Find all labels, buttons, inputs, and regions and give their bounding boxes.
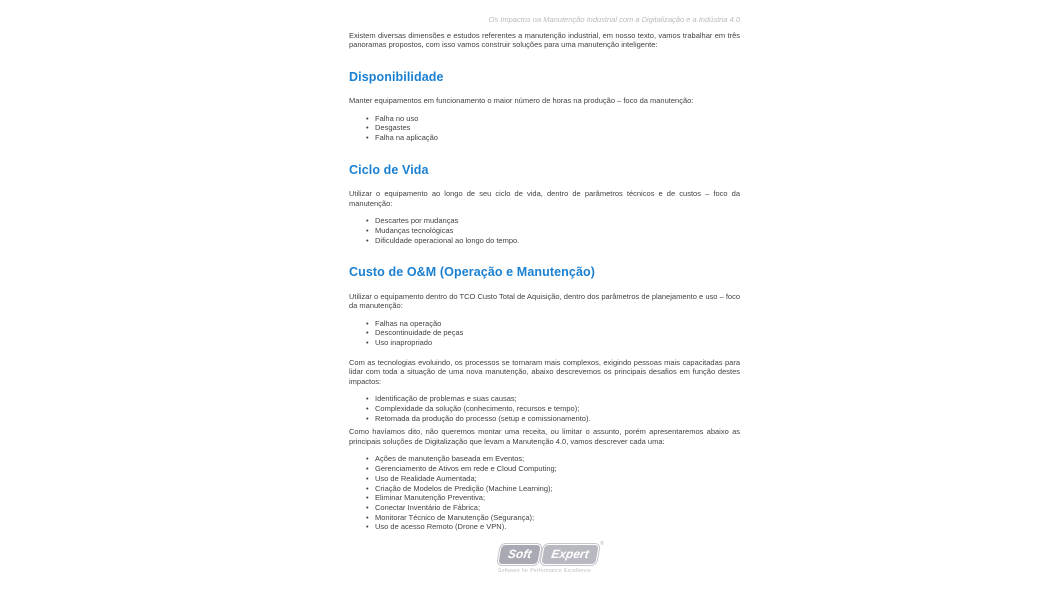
bullet-list xyxy=(349,319,740,348)
bullet-item: • Descartes por mudanças xyxy=(349,216,740,226)
section-heading-custo-oem: Custo de O&M (Operação e Manutenção) xyxy=(349,265,595,280)
bullet-item: • Mudanças tecnológicas xyxy=(349,226,740,236)
logo-word-soft: Soft xyxy=(497,544,542,565)
bullet-item: • Ações de manutenção baseada em Eventos; xyxy=(349,454,740,464)
bullet-item: • Gerenciamento de Ativos em rede e Cloud Computing; xyxy=(349,464,740,474)
section-heading-disponibilidade: Disponibilidade xyxy=(349,69,444,84)
bullet-item: • Identificação de problemas e suas causas; xyxy=(349,394,740,404)
softexpert-logo-badge xyxy=(499,541,604,565)
bullet-item: • Descontinuidade de peças xyxy=(349,328,740,338)
logo-tagline: Software for Performance Excellence xyxy=(497,568,592,575)
softexpert-logo xyxy=(349,541,740,575)
running-header: Os Impactos na Manutenção Industrial com a Digitalização e a Indústria 4.0 xyxy=(488,15,740,24)
softexpert-logo-blocks xyxy=(497,544,599,565)
bullet-item: • Falhas na operação xyxy=(349,319,740,329)
impacts-paragraph: Com as tecnologias evoluindo, os processos se tornaram mais complexos, exigindo pessoas mais capacitadas para lidar com toda a situação de uma nova manutenção, abaixo descrevemos os principais desafios em função destes impactos: xyxy=(349,357,740,386)
bullet-item: • Falha no uso xyxy=(349,114,740,124)
section-paragraph: Manter equipamentos em funcionamento o maior número de horas na produção – foco da manutenção: xyxy=(349,96,694,105)
section-heading-ciclo-de-vida: Ciclo de Vida xyxy=(349,162,429,177)
intro-paragraph: Existem diversas dimensões e estudos referentes a manutenção industrial, em nosso texto, vamos trabalhar em três panoramas propostos, com isso vamos construir soluções para uma manutenção inteligente: xyxy=(349,30,740,49)
bullet-item: • Uso de Realidade Aumentada; xyxy=(349,474,740,484)
section-paragraph: Utilizar o equipamento ao longo de seu ciclo de vida, dentro de parâmetros técnicos e de custos – foco da manutenção: xyxy=(349,189,740,208)
bullet-item: • Falha na aplicação xyxy=(349,133,740,143)
bullet-item: • Criação de Modelos de Predição (Machine Learning); xyxy=(349,484,740,494)
logo-word-expert: Expert xyxy=(541,544,600,565)
solutions-paragraph: Como havíamos dito, não queremos montar uma receita, ou limitar o assunto, porém apresentaremos abaixo as principais soluções de Digitalização que levam a Manutenção 4.0, vamos descrever cada uma: xyxy=(349,427,740,446)
bullet-item: • Uso inapropriado xyxy=(349,338,740,348)
bullet-list xyxy=(349,114,740,143)
bullet-item: • Conectar Inventário de Fábrica; xyxy=(349,503,740,513)
bullet-list xyxy=(349,394,740,423)
bullet-item: • Monitorar Técnico de Manutenção (Segurança); xyxy=(349,513,740,523)
bullet-item: • Retomada da produção do processo (setup e comissionamento). xyxy=(349,414,740,424)
bullet-item: • Eliminar Manutenção Preventiva; xyxy=(349,493,740,503)
document-page xyxy=(349,15,740,574)
bullet-item: • Dificuldade operacional ao longo do tempo. xyxy=(349,236,740,246)
bullet-item: • Uso de acesso Remoto (Drone e VPN). xyxy=(349,522,740,532)
section-paragraph: Utilizar o equipamento dentro do TCO Custo Total de Aquisição, dentro dos parâmetros de planejamento e uso – foco da manutenção: xyxy=(349,291,740,311)
bullet-item: • Complexidade da solução (conhecimento, recursos e tempo); xyxy=(349,404,740,414)
bullet-list xyxy=(349,454,740,532)
bullet-list xyxy=(349,216,740,245)
bullet-item: • Desgastes xyxy=(349,123,740,133)
registered-mark: ® xyxy=(600,541,604,548)
